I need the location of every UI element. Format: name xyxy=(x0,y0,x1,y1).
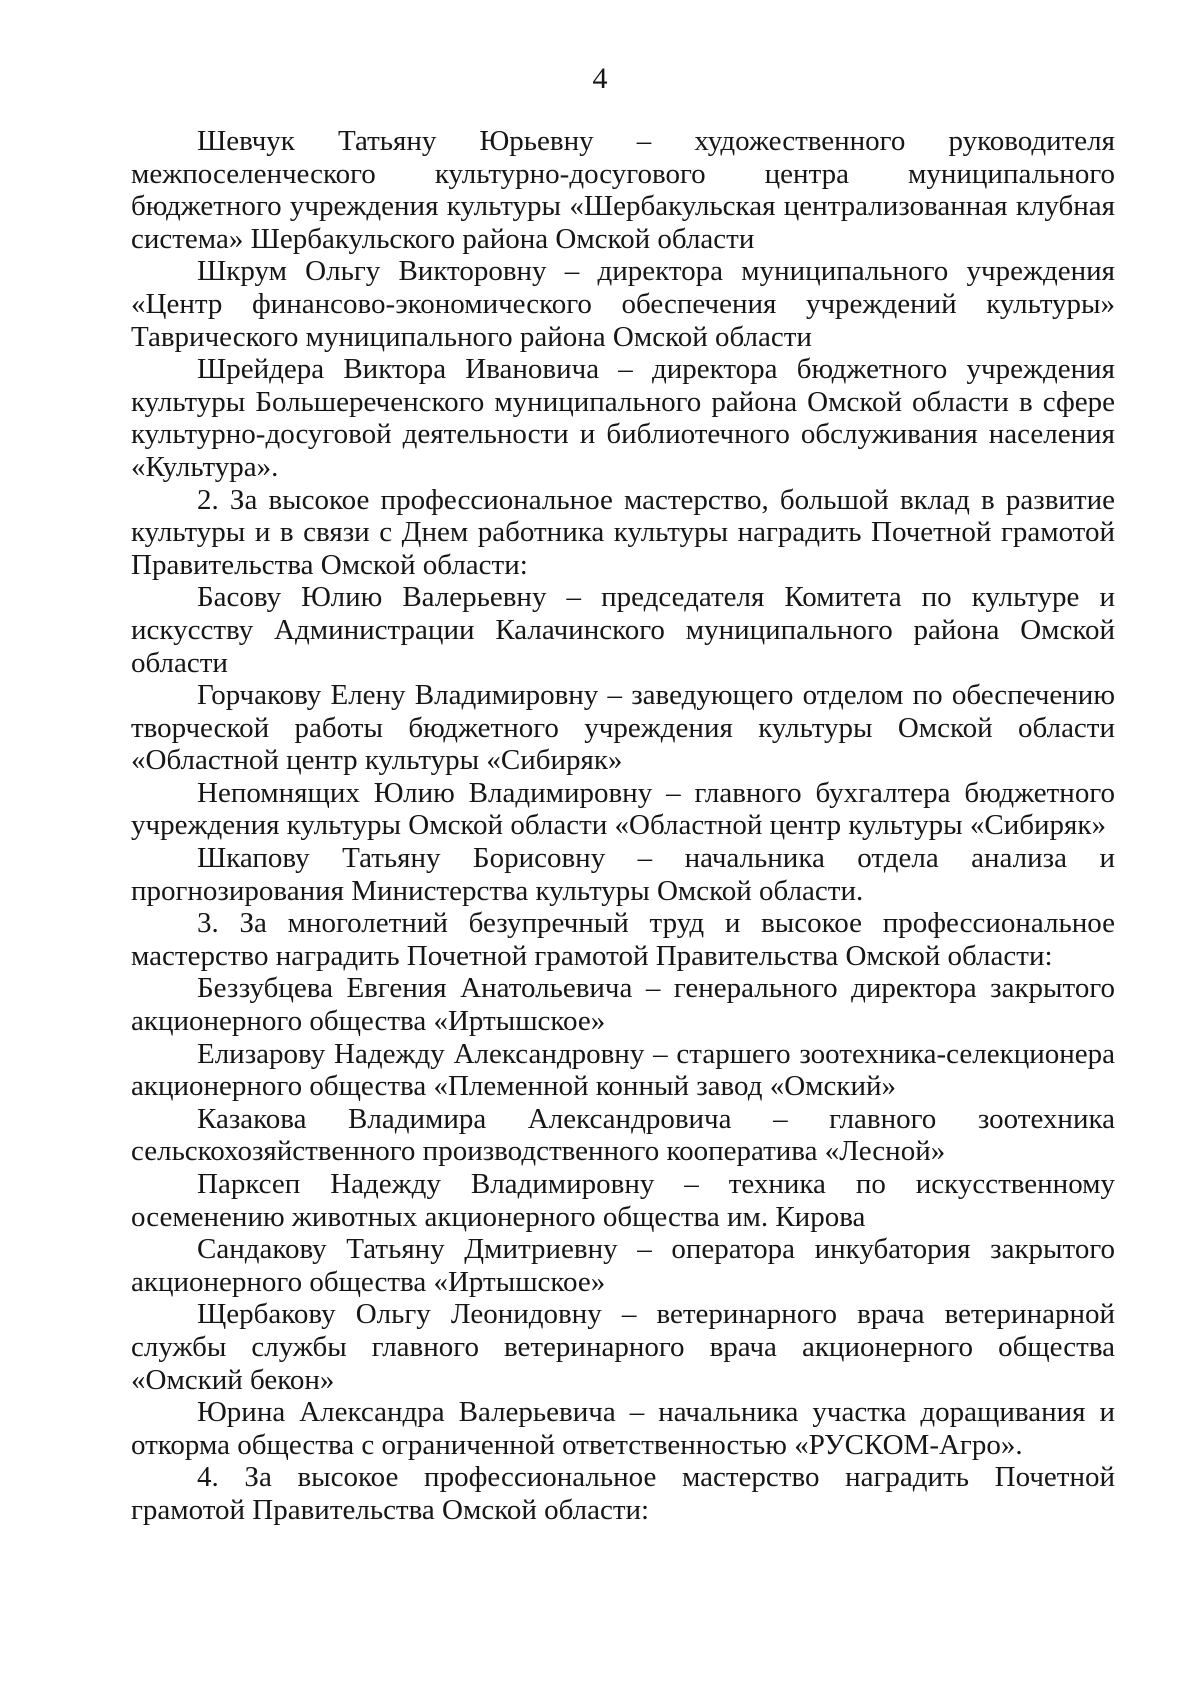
paragraph-shevchuk: Шевчук Татьяну Юрьевну – художественного руководителя межпоселенческого культурно-досугового центра муниципального бюджетного учреждения культуры «Шербакульская централизованная клубная система» Шербакульского района Омской области xyxy=(131,125,1115,255)
paragraph-shreider: Шрейдера Виктора Ивановича – директора бюджетного учреждения культуры Большереченского муниципального района Омской области в сфере культурно-досуговой деятельности и библиотечного обслуживания населения «Культура». xyxy=(131,353,1115,483)
paragraph-gorchakova: Горчакову Елену Владимировну – заведующего отделом по обеспечению творческой работы бюджетного учреждения культуры Омской области «Областной центр культуры «Сибиряк» xyxy=(131,679,1115,777)
paragraph-parksep: Парксеп Надежду Владимировну – техника по искусственному осеменению животных акционерного общества им. Кирова xyxy=(131,1168,1115,1233)
paragraph-bezzubtsev: Беззубцева Евгения Анатольевича – генерального директора закрытого акционерного общества «Иртышское» xyxy=(131,972,1115,1038)
paragraph-yurin: Юрина Александра Валерьевича – начальника участка доращивания и откорма общества с ограниченной ответственностью «РУСКОМ-Агро». xyxy=(131,1396,1115,1461)
paragraph-basova: Басову Юлию Валерьевну – председателя Комитета по культуре и искусству Администрации Калачинского муниципального района Омской области xyxy=(131,581,1115,679)
page-number: 4 xyxy=(592,62,608,95)
paragraph-section-4: 4. За высокое профессиональное мастерство наградить Почетной грамотой Правительства Омской области: xyxy=(131,1461,1115,1526)
paragraph-shcherbakova: Щербакову Ольгу Леонидовну – ветеринарного врача ветеринарной службы службы главного ветеринарного врача акционерного общества «Омский бекон» xyxy=(131,1298,1115,1396)
paragraph-shkapova: Шкапову Татьяну Борисовну – начальника отдела анализа и прогнозирования Министерства культуры Омской области. xyxy=(131,842,1115,907)
paragraph-kazakov: Казакова Владимира Александровича – главного зоотехника сельскохозяйственного производственного кооператива «Лесной» xyxy=(131,1102,1115,1168)
document-body xyxy=(131,125,1115,1527)
paragraph-section-2: 2. За высокое профессиональное мастерство, большой вклад в развитие культуры и в связи с Днем работника культуры наградить Почетной грамотой Правительства Омской области: xyxy=(131,483,1115,581)
paragraph-nepomnyashchikh: Непомнящих Юлию Владимировну – главного бухгалтера бюджетного учреждения культуры Омской области «Областной центр культуры «Сибиряк» xyxy=(131,776,1115,842)
paragraph-shkrum: Шкрум Ольгу Викторовну – директора муниципального учреждения «Центр финансово-экономического обеспечения учреждений культуры» Таврического муниципального района Омской области xyxy=(131,255,1115,353)
paragraph-elizarova: Елизарову Надежду Александровну – старшего зоотехника-селекционера акционерного общества «Племенной конный завод «Омский» xyxy=(131,1037,1115,1103)
paragraph-sandakova: Сандакову Татьяну Дмитриевну – оператора инкубатория закрытого акционерного общества «Иртышское» xyxy=(131,1233,1115,1298)
paragraph-section-3: 3. За многолетний безупречный труд и высокое профессиональное мастерство наградить Почетной грамотой Правительства Омской области: xyxy=(131,907,1115,972)
